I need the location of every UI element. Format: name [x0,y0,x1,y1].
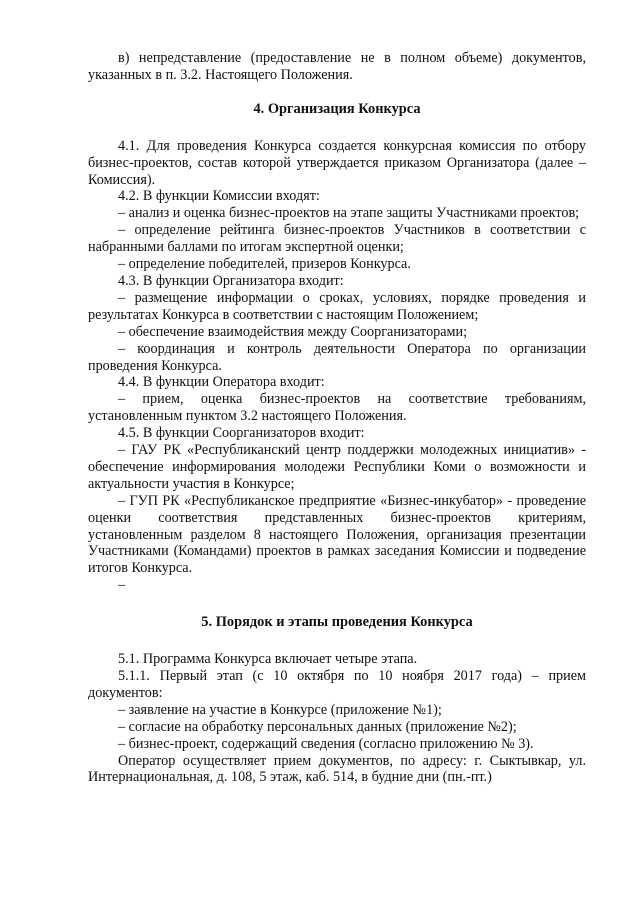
section-heading: 4. Организация Конкурса [253,100,421,117]
document-page [88,50,586,786]
paragraph: 4.4. В функции Оператора входит: [118,374,325,391]
section-heading: 5. Порядок и этапы проведения Конкурса [201,614,473,631]
paragraph: 4.3. В функции Организатора входит: [118,272,344,289]
list-item: – обеспечение взаимодействия между Соорганизаторами; [118,323,468,340]
list-item: – определение победителей, призеров Конкурса. [118,256,411,273]
list-item: – заявление на участие в Конкурсе (приложение №1); [118,701,442,718]
list-item: – согласие на обработку персональных данных (приложение №2); [118,718,517,735]
list-item: – размещение информации о сроках, условиях, порядке проведения и результатах Конкурса в соответствии с настоящим Положением; [88,289,586,323]
list-item: – прием, оценка бизнес-проектов на соответствие требованиям, установленным пунктом 3.2 настоящего Положения. [88,391,586,425]
spacer [88,594,586,614]
list-item: – координация и контроль деятельности Оператора по организации проведения Конкурса. [88,340,586,374]
paragraph: 5.1. Программа Конкурса включает четыре этапа. [118,651,418,668]
paragraph: 4.5. В функции Соорганизаторов входит: [118,425,365,442]
list-item: – определение рейтинга бизнес-проектов Участников в соответствии с набранными баллами по итогам экспертной оценки; [88,222,586,256]
spacer [88,118,586,138]
list-item: – бизнес-проект, содержащий сведения (согласно приложению № 3). [118,735,534,752]
list-item: – [118,577,126,594]
paragraph: в) непредставление (предоставление не в полном объеме) документов, указанных в п. 3.2. Настоящего Положения. [88,50,586,83]
paragraph: 4.1. Для проведения Конкурса создается конкурсная комиссия по отбору бизнес-проектов, состав которой утверждается приказом Организатора (далее – Комиссия). [88,137,586,188]
paragraph: 4.2. В функции Комиссии входят: [118,188,320,205]
list-item: – ГАУ РК «Республиканский центр поддержки молодежных инициатив» - обеспечение информирования молодежи Республики Коми о возможности и актуальности участия в Конкурсе; [88,442,586,492]
list-item: – анализ и оценка бизнес-проектов на этапе защиты Участниками проектов; [118,205,580,222]
spacer [88,631,586,651]
paragraph: Оператор осуществляет прием документов, по адресу: г. Сыктывкар, ул. Интернациональная, д. 108, 5 этаж, каб. 514, в будние дни (пн.-пт.) [88,752,586,786]
paragraph: 5.1.1. Первый этап (с 10 октября по 10 ноября 2017 года) – прием документов: [88,668,586,701]
list-item: – ГУП РК «Республиканское предприятие «Бизнес-инкубатор» - проведение оценки соответствия представленных бизнес-проектов критериям, установленным разделом 8 настоящего Положения, организация презентации Участниками (Командами) проектов в рамках заседания Комиссии и подведение итогов Конкурса. [88,492,586,577]
spacer [88,84,586,101]
